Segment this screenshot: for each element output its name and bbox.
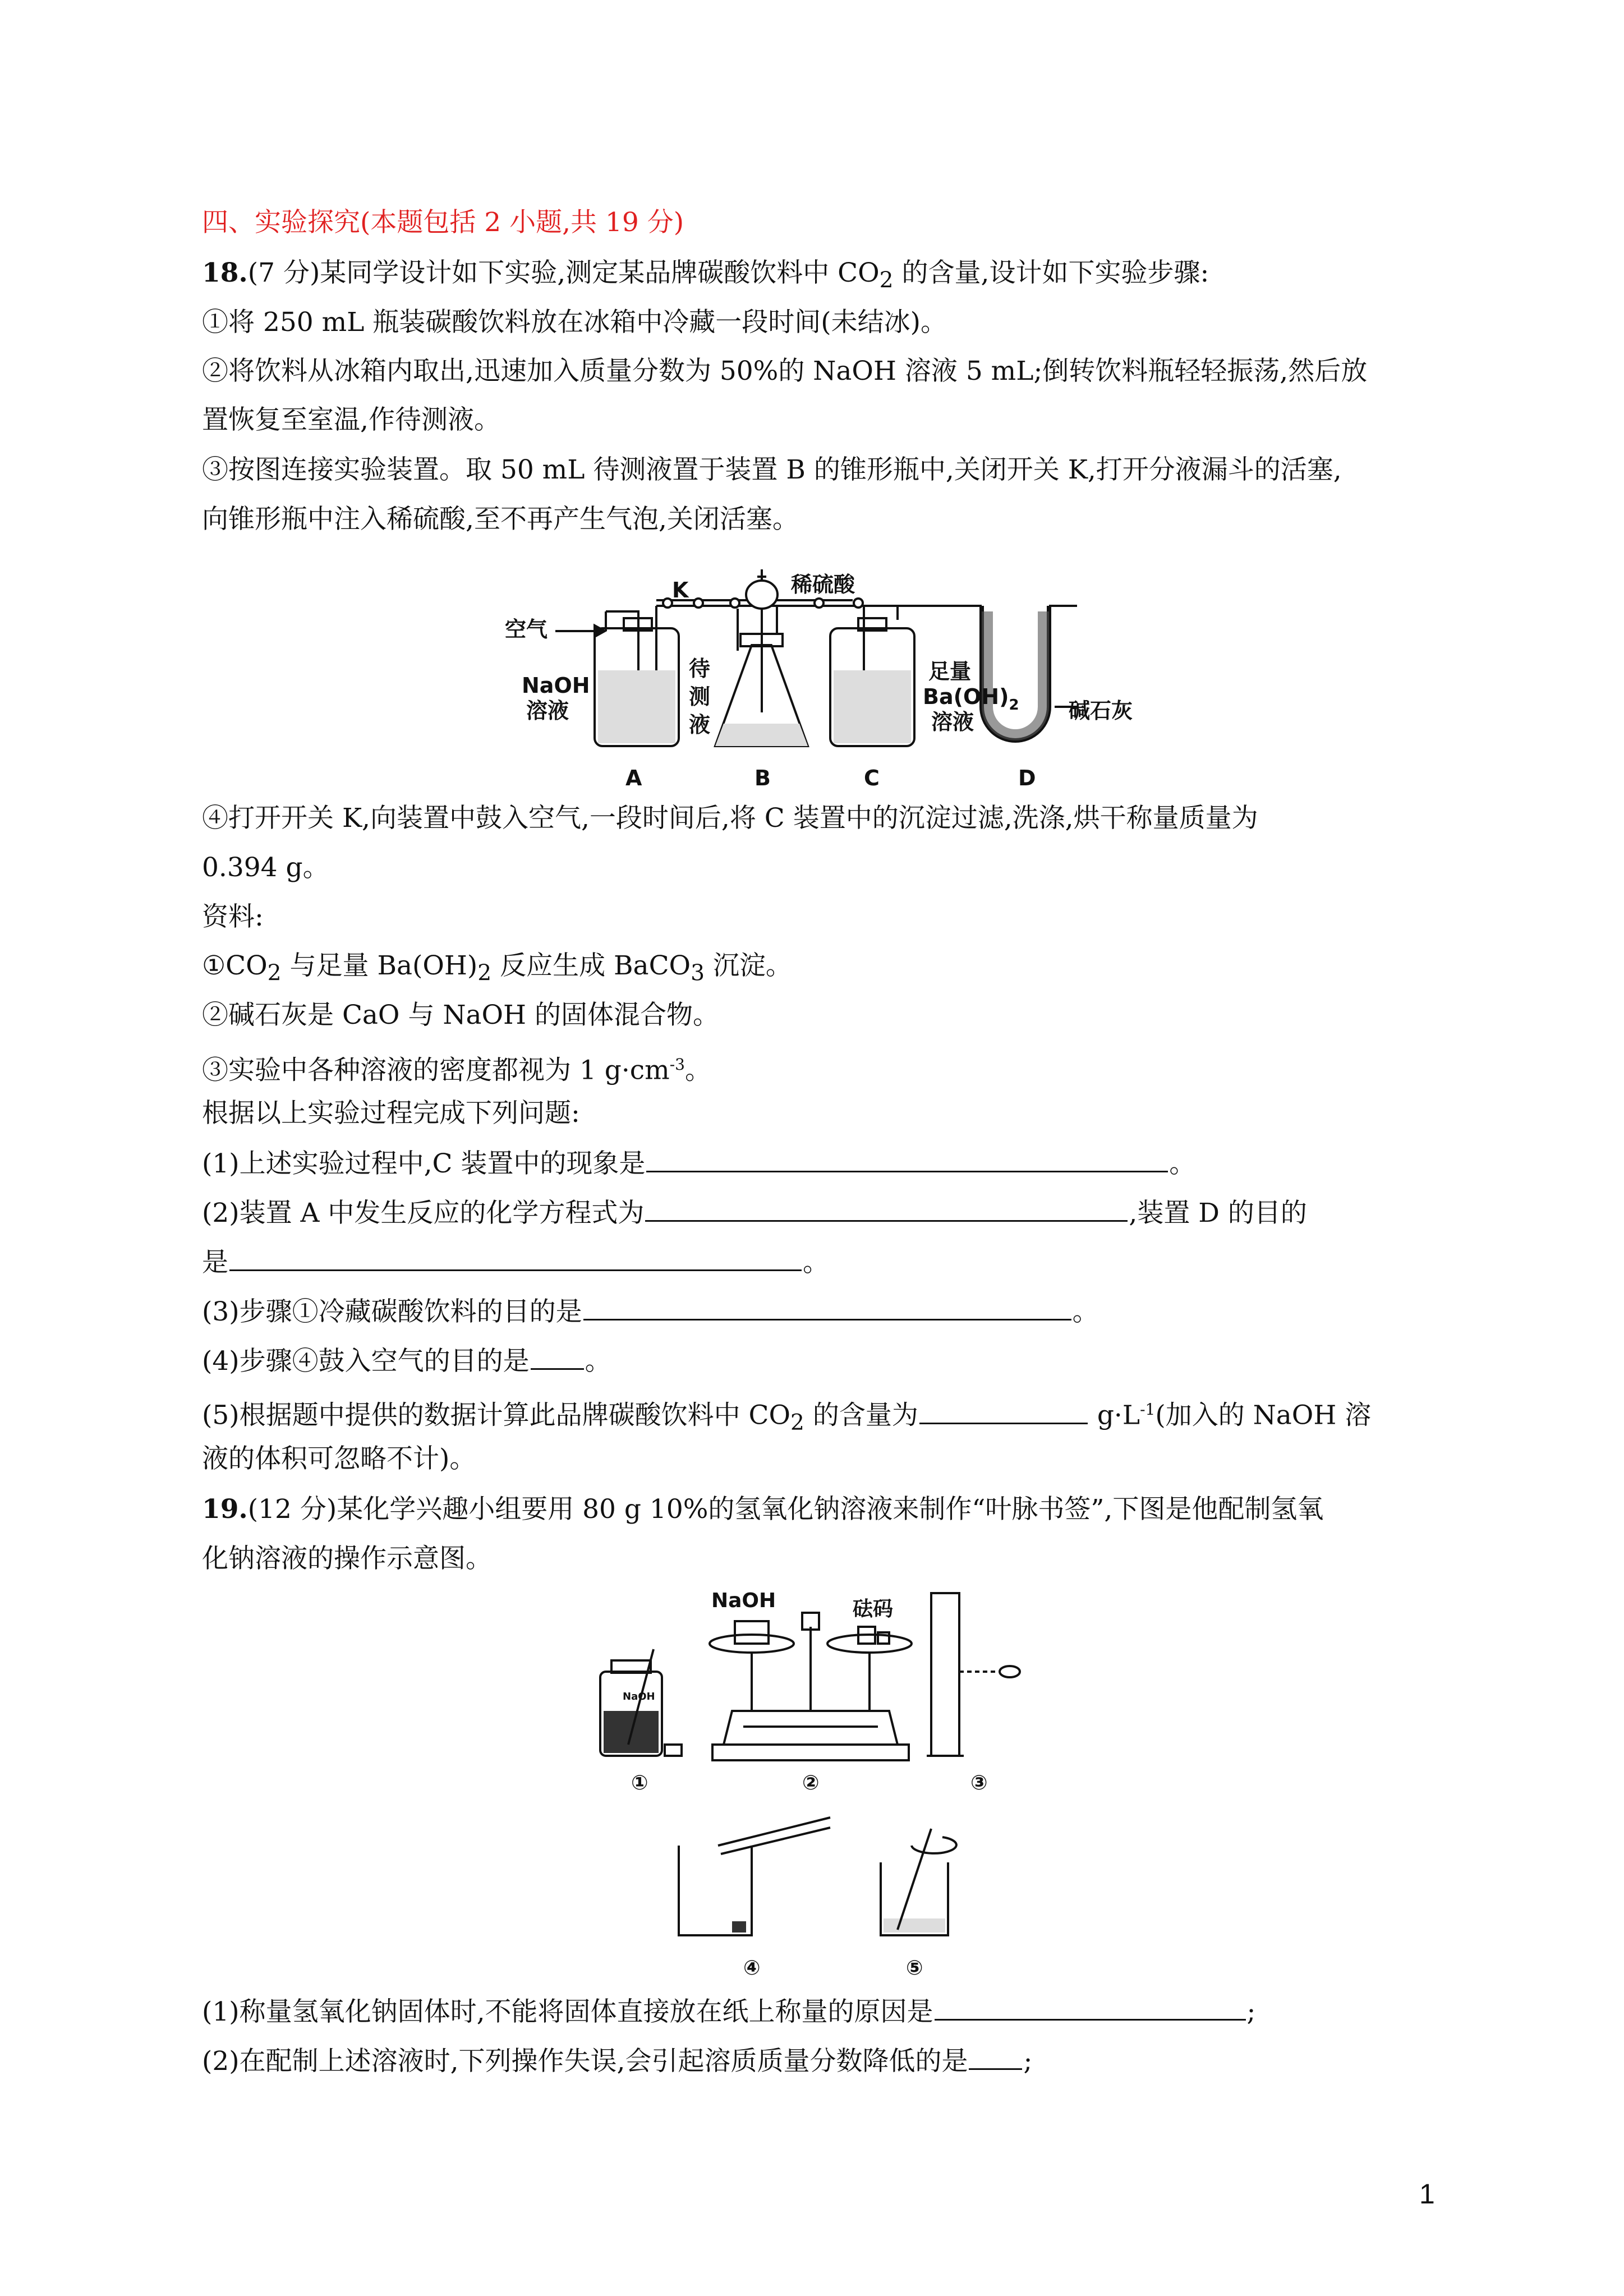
q18-info3: ③实验中各种溶液的密度都视为 1 $g\cdot cm^{-3}$。 xyxy=(202,1055,711,1086)
label-baoh-2: $Ba(OH)_2$ xyxy=(923,684,1019,714)
label-test-3: 液 xyxy=(689,712,711,737)
answer-blank[interactable] xyxy=(969,2044,1022,2070)
q18-sub4: (4)步骤④鼓入空气的目的是 。 xyxy=(202,1343,1436,1378)
label-step-2: ② xyxy=(802,1772,820,1795)
label-k: K xyxy=(672,578,689,602)
answer-blank[interactable] xyxy=(229,1245,802,1271)
answer-blank[interactable] xyxy=(583,1294,1071,1320)
q18-intro-end: 的含量,设计如下实验步骤: xyxy=(893,257,1209,288)
q19-intro-line2: 化钠溶液的操作示意图。 xyxy=(202,1543,492,1574)
q19-intro-line1: 19.(12 分)某化学兴趣小组要用 80 g 10%的氢氧化钠溶液来制作“叶脉书签”,下图是他配制氢氧 xyxy=(202,1494,1324,1525)
answer-blank[interactable] xyxy=(645,1195,1128,1222)
label-c: C xyxy=(864,766,880,790)
label-step-4: ④ xyxy=(743,1957,761,1980)
answer-blank[interactable] xyxy=(919,1398,1088,1424)
subscript: 2 xyxy=(879,268,894,293)
q18-step2-line2: 置恢复至室温,作待测液。 xyxy=(202,404,500,435)
label-acid: 稀硫酸 xyxy=(791,572,855,597)
label-b: B xyxy=(755,766,771,790)
q18-step2-line1: ②将饮料从冰箱内取出,迅速加入质量分数为 50%的 NaOH 溶液 5 mL;倒转饮料瓶轻轻振荡,然后放 xyxy=(202,356,1368,386)
label-d: D xyxy=(1018,766,1036,790)
label-weights: 砝码 xyxy=(853,1598,894,1621)
answer-blank[interactable] xyxy=(646,1146,1168,1172)
label-naoh-2: 溶液 xyxy=(526,698,569,723)
q18-step3-line2: 向锥形瓶中注入稀硫酸,至不再产生气泡,关闭活塞。 xyxy=(202,504,799,535)
q18-step4-line2: 0.394 g。 xyxy=(202,852,329,883)
q18-sub1: (1)上述实验过程中,C 装置中的现象是 。 xyxy=(202,1146,1436,1181)
q18-info2: ②碱石灰是 CaO 与 NaOH 的固体混合物。 xyxy=(202,1000,719,1030)
q18-step3-line1: ③按图连接实验装置。取 50 mL 待测液置于装置 B 的锥形瓶中,关闭开关 K,打开分液漏斗的活塞, xyxy=(202,454,1342,485)
label-step-3: ③ xyxy=(970,1772,988,1795)
label-naoh-top: NaOH xyxy=(711,1589,776,1612)
q18-sub3: (3)步骤①冷藏碳酸饮料的目的是 。 xyxy=(202,1294,1436,1329)
label-a: A xyxy=(625,766,642,790)
label-step-1: ① xyxy=(631,1772,648,1795)
label-bottle: NaOH xyxy=(623,1691,655,1703)
question-number: 19. xyxy=(202,1494,248,1525)
answer-blank[interactable] xyxy=(935,1994,1246,2021)
label-air: 空气 xyxy=(505,617,548,642)
q18-sub2: (2)装置 A 中发生反应的化学方程式为 ,装置 D 的目的 xyxy=(202,1195,1436,1230)
label-baoh-1: 足量 xyxy=(928,659,972,684)
label-baoh-3: 溶液 xyxy=(931,710,974,734)
q18-step4-line1: ④打开开关 K,向装置中鼓入空气,一段时间后,将 C 装置中的沉淀过滤,洗涤,烘干称量质量为 xyxy=(202,803,1258,834)
q18-apparatus-figure xyxy=(494,567,1156,791)
q19-operation-figure xyxy=(583,1582,1066,1986)
q18-sub2-cont: 是 。 xyxy=(202,1245,1436,1280)
answer-blank[interactable] xyxy=(531,1343,584,1370)
q18-info1: $①CO_2$ 与足量 $Ba(OH)_2$ 反应生成 BaCO$_3$ 沉淀。 xyxy=(202,950,792,986)
label-step-5: ⑤ xyxy=(906,1957,923,1980)
section-title: 四、实验探究(本题包括 2 小题,共 19 分) xyxy=(202,207,684,238)
q18-sub5-cont: 液的体积可忽略不计)。 xyxy=(202,1443,476,1474)
q18-step1: ①将 250 mL 瓶装碳酸饮料放在冰箱中冷藏一段时间(未结冰)。 xyxy=(202,307,947,338)
q18-sub5: (5)根据题中提供的数据计算此品牌碳酸饮料中 $CO_2$ 的含量为 $g\cdot L^{-1}$(加入的 NaOH 溶 xyxy=(202,1393,1436,1440)
q18-info-title: 资料: xyxy=(202,901,264,932)
question-number: 18. xyxy=(202,257,248,288)
q18-prompt: 根据以上实验过程完成下列问题: xyxy=(202,1098,580,1129)
label-test-2: 测 xyxy=(689,684,711,709)
q19-sub2: (2)在配制上述溶液时,下列操作失误,会引起溶质质量分数降低的是 ; xyxy=(202,2044,1436,2078)
q18-intro-text: (7 分)某同学设计如下实验,测定某品牌碳酸饮料中 CO xyxy=(247,257,880,288)
label-test-1: 待 xyxy=(689,656,711,681)
q18-intro xyxy=(202,256,1436,297)
page-number: 1 xyxy=(1419,2178,1435,2210)
label-naoh-1: NaOH xyxy=(522,673,590,698)
q19-sub1: (1)称量氢氧化钠固体时,不能将固体直接放在纸上称量的原因是 ; xyxy=(202,1994,1436,2029)
label-lime: 碱石灰 xyxy=(1069,698,1133,723)
